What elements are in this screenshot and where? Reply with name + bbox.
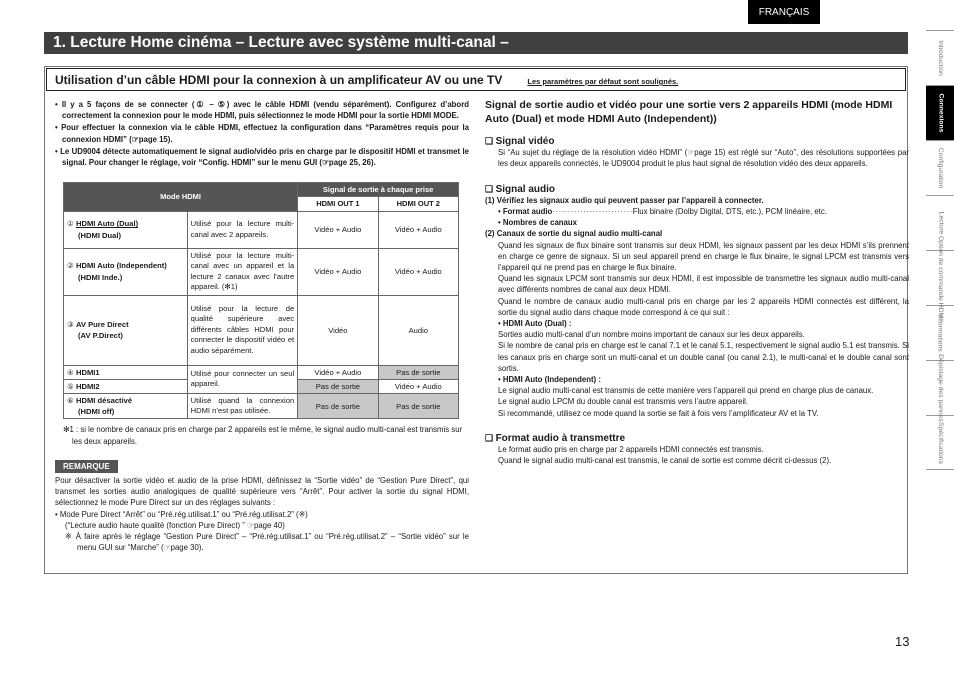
table-row: ③ AV Pure Direct (AV P.Direct) Utilisé pour la lecture de qualité supérieure avec différents câbles HDMI pour connecter le dispositif vidéo et audio séparément. Vidéo Audio [64, 295, 459, 365]
table-header-mode: Mode HDMI [64, 183, 298, 211]
audio-format-text-1: Le format audio pris en charge par 2 appareils HDMI connectés est transmis. [498, 445, 764, 455]
page-title: 1. Lecture Home cinéma – Lecture avec système multi-canal – [44, 32, 908, 54]
audio-step-1: (1) Vérifiez les signaux audio qui peuvent passer par l’appareil à connecter. [485, 195, 764, 205]
section-subheading [46, 68, 906, 91]
default-note: Les paramètres par défaut sont soulignés. [527, 77, 679, 86]
side-tab-informations[interactable]: Informations [926, 305, 954, 360]
side-tab-introduction[interactable]: Introduction [926, 30, 954, 85]
dual-mode-text-1: Sorties audio multi-canal d’un nombre moins important de canaux sur les deux appareils. [498, 330, 805, 340]
side-tab-specifications[interactable]: Spécifications [926, 415, 954, 470]
audio-para-2: Quand les signaux LPCM sont transmis sur deux HDMI, il est impossible de transmettre les signaux audio multi-canal avec différents nombres de canal aux deux HDMI. [498, 274, 909, 295]
table-row: ⑤ HDMI2 Pas de sortie Vidéo + Audio [64, 379, 459, 393]
page-number: 13 [895, 634, 910, 649]
independent-mode-text-1: Le signal audio multi-canal est transmis de cette manière vers l’appareil qui prend en charge plus de canaux. [498, 386, 874, 396]
section-audio-signal: ❑ Signal audio [485, 184, 909, 195]
audio-para-3: Quand le nombre de canaux audio multi-canal pris en charge par les 2 appareils HDMI connectés est différent, la sortie du signal audio dans chaque mode correspond à ce qui suit : [498, 296, 909, 317]
bullet-1: • Il y a 5 façons de se connecter (① – ⑤) avec le câble HDMI (vendu séparément). Configurez d’abord correctement la connexion pour le mode HDMI, puis sélectionnez le mode HDMI pour la sortie HDMI MODE. [55, 100, 469, 121]
language-tab: FRANÇAIS [748, 0, 820, 24]
side-tab-configuration[interactable]: Configuration [926, 140, 954, 195]
table-footnote: ✻1 : si le nombre de canaux pris en charge par 2 appareils est le même, le signal audio multi-canal est transmis sur les deux appareils. [63, 425, 463, 446]
side-tab-depistage[interactable]: Dépistage des pannes [926, 360, 954, 415]
table-row: ② HDMI Auto (Independent) (HDMI Inde.) Utilisé pour la lecture multi-canal avec un appareil et la lecture 2 canaux avec l’autre appareil. (✻1) Vidéo + Audio Vidéo + Audio [64, 248, 459, 295]
side-navigation [926, 30, 954, 470]
remarque-text: Pour désactiver la sortie vidéo et audio de la prise HDMI, définissez la “Sortie vidéo” de “Gestion Pure Direct”, qui transmet les sorties audio analogiques de qualité supérieure vers “Arrêt”. Pour activer la sortie du signal HDMI, sélectionnez le mode Pure Direct sur un des réglages suivants : • Mode Pure Direct “Arrêt” ou “Pré.rég.utilisat.1” ou “Pré.rég.utilisat.2” (※) (“Lecture audio haute qualité (fonction Pure Direct) ” ☞page 40) ※ À faire après le réglage “Gestion Pure Direct” – “Pré.rég.utilisat.1” ou “Pré.rég.utilisat.2” – “Sortie vidéo” sur le menu GUI sur “Marche” (☞page 30). [55, 476, 469, 553]
channel-count-line: • Nombres de canaux [498, 218, 577, 228]
section-video-signal: ❑ Signal vidéo [485, 136, 909, 147]
video-signal-text: Si “Au sujet du réglage de la résolution vidéo HDMI” (☞page 15) est réglé sur “Auto”, des résolutions supportées par les deux appareils connectés, le UD9004 produit le plus haut signal de résolution vidéo des deux appareils. [498, 148, 909, 169]
content-frame [44, 66, 908, 574]
table-header-out2: HDMI OUT 2 [378, 197, 458, 211]
table-row: ⑥ HDMI désactivé (HDMI off) Utilisé quand la connexion HDMI n’est pas utilisée. Pas de sortie Pas de sortie [64, 394, 459, 419]
independent-mode-label: • HDMI Auto (Independent) : [498, 375, 601, 385]
independent-mode-text-2: Le signal audio LPCM du double canal est transmis vers l’autre appareil. [498, 397, 749, 407]
independent-mode-text-3: Si recommandé, utilisez ce mode quand la sortie se fait à fois vers l’amplificateur AV et la TV. [498, 408, 819, 418]
remarque-badge: REMARQUE [55, 460, 118, 473]
hdmi-mode-table [63, 182, 459, 419]
table-header-signal: Signal de sortie à chaque prise [298, 183, 459, 197]
right-title: Signal de sortie audio et vidéo pour une sortie vers 2 appareils HDMI (mode HDMI Auto (Dual) et mode HDMI Auto (Independent)) [485, 99, 893, 125]
subheading-text: Utilisation d’un câble HDMI pour la connexion à un amplificateur AV ou une TV [55, 72, 503, 87]
bullet-2: • Pour effectuer la connexion via le câble HDMI, effectuez la configuration dans “Paramètres requis pour la connexion HDMI” (☞page 15). [55, 123, 469, 144]
audio-format-text-2: Quand le signal audio multi-canal est transmis, le canal de sortie est comme décrit ci-dessus (2). [498, 456, 832, 466]
left-column [55, 99, 469, 553]
table-row: ④ HDMI1 Utilisé pour connecter un seul appareil. Vidéo + Audio Pas de sortie [64, 365, 459, 379]
side-tab-lecture[interactable]: Lecture [926, 195, 954, 250]
dual-mode-text-2: Si le nombre de canal pris en charge est le canal 7.1 et le canal 5.1, respectivement le signal audio 5.1 est transmis. Si les canaux pris en charge sont un multi-canal et un double canal (ou canal 2.1), le multi-canal et le double canal sont sortis. [498, 341, 909, 373]
dual-mode-label: • HDMI Auto (Dual) : [498, 319, 572, 329]
section-audio-format: ❑ Format audio à transmettre [485, 433, 909, 444]
bullet-3: • Le UD9004 détecte automatiquement le signal audio/vidéo pris en charge par le dispositif HDMI et transmet le signal. Pour changer le réglage, voir “Config. HDMI” sur le menu GUI (☞page 25, 26). [55, 146, 469, 168]
table-row: ① HDMI Auto (Dual) (HDMI Dual) Utilisé pour la lecture multi-canal avec 2 appareils. Vidéo + Audio Vidéo + Audio [64, 211, 459, 248]
table-header-out1: HDMI OUT 1 [298, 197, 378, 211]
audio-para-1: Quand les signaux de flux binaire sont transmis sur deux HDMI, les signaux passent par les deux HDMI s’ils prennent en charge ce genre de signaux. Si un seul appareil prend en charge le flux binaire, le signal LPCM est transmis vers l’appareil qui ne prend pas en charge le flux binaire. [498, 240, 909, 273]
side-tab-option-hdmi[interactable]: Option de commande HDMI [926, 250, 954, 305]
audio-step-2: (2) Canaux de sortie du signal audio multi-canal [485, 229, 663, 239]
right-column [485, 99, 909, 466]
audio-format-line: • Format audio··························Flux binaire (Dolby Digital, DTS, etc.), PCM linéaire, etc. [498, 207, 827, 217]
side-tab-connexions[interactable]: Connexions [926, 85, 954, 140]
